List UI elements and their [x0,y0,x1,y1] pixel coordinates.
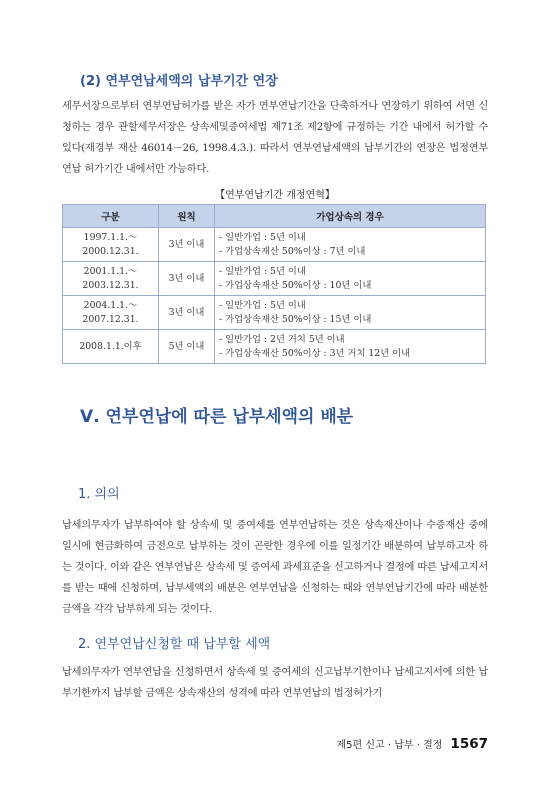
subsection-title-payable-tax: 2. 연부연납신청할 때 납부할 세액 [78,637,271,652]
family-business-cell: - 일반가업 : 5년 이내 - 가업상속재산 50%이상 : 15년 이내 [215,296,486,330]
table-row [63,330,486,364]
subsection-paragraph-meaning: 납세의무자가 납부하여야 할 상속세 및 증여세를 연부연납하는 것은 상속재산이나 수증재산 중에 일시에 현금화하여 금전으로 납부하는 것이 곤란한 경우에 이를 일정기간 배분하여 납부하고자 하는 것이다. 이와 같은 연부연납은 상속세 및 증여세 과세표준을 신고하거나 결정에 따른 납세고지서를 받는 때에 신청하며, 납부세액의 배분은 연부연납을 신청하는 때와 연부연납기간에 따라 배분한 금액을 각각 납부하게 되는 것이다. [62,520,488,615]
principle-cell: 3년 이내 [159,262,215,296]
period-cell: 1997.1.1.～ 2000.12.31. [63,228,159,262]
principle-cell: 5년 이내 [159,330,215,364]
subsection-title-meaning: 1. 의의 [78,487,120,502]
principle-cell: 3년 이내 [159,296,215,330]
revision-history-table [62,204,486,364]
period-cell: 2001.1.1.～ 2003.12.31. [63,262,159,296]
table-caption: 【연부연납기간 개정연혁】 [215,190,335,201]
subsection-paragraph-payable-tax: 납세의무자가 연부연납을 신청하면서 상속세 및 증여세의 신고납부기한이나 납세고지서에 의한 납부기한까지 납부할 금액은 상속재산의 성격에 따라 연부연납의 법정허가기 [62,667,488,699]
principle-cell: 3년 이내 [159,228,215,262]
table-row [63,228,486,262]
family-business-cell: - 일반가업 : 2년 거치 5년 이내 - 가업상속재산 50%이상 : 3년 거치 12년 이내 [215,330,486,364]
header-period: 구분 [63,205,159,228]
page-footer [337,736,488,752]
chapter-title: Ⅴ. 연부연납에 따른 납부세액의 배분 [80,407,354,427]
header-principle: 원칙 [159,205,215,228]
page-number: 1567 [450,736,488,752]
footer-chapter-label: 제5편 신고 · 납부 · 결정 [336,740,443,751]
period-cell: 2008.1.1.이후 [63,330,159,364]
family-business-cell: - 일반가업 : 5년 이내 - 가업상속재산 50%이상 : 7년 이내 [215,228,486,262]
family-business-cell: - 일반가업 : 5년 이내 - 가업상속재산 50%이상 : 10년 이내 [215,262,486,296]
section-title: (2) 연부연납세액의 납부기간 연장 [80,74,278,89]
table-row [63,262,486,296]
period-cell: 2004.1.1.～ 2007.12.31. [63,296,159,330]
table-row [63,296,486,330]
header-family-business: 가업상속의 경우 [215,205,486,228]
section-paragraph: 세무서장으로부터 연부연납허가를 받은 자가 연부연납기간을 단축하거나 연장하기 위하여 서면 신청하는 경우 관할세무서장은 상속세및증여세법 제71조 제2항에 규정하는 기간 내에서 허가할 수 있다(재경부 재산 46014－26, 1998.4.3.). 따라서 연부연납세액의 납부기간의 연장은 법정연부연납 허가기간 내에서만 가능하다. [62,101,488,175]
